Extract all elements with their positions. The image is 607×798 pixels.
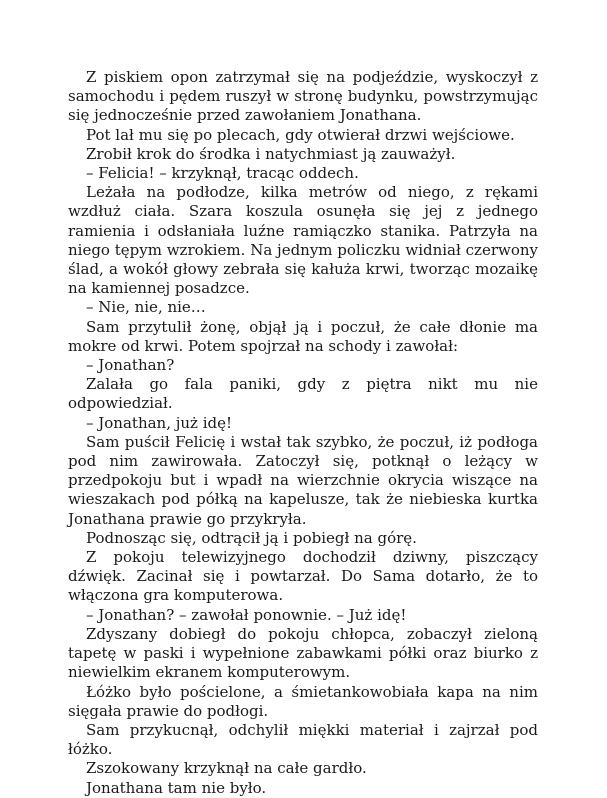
paragraph: Zrobił krok do środka i natychmiast ją zauważył. [86, 144, 456, 163]
paragraph: – Jonathan? [86, 356, 175, 375]
paragraph: Leżała na podłodze, kilka metrów od niego, z rękami wzdłuż ciała. Szara koszula osunęła się jej z jednego ramienia i odsłaniała luźne ramiączko stanika. Patrzyła na niego tępym wzrokiem. Na jednym policzku widniał czerwony ślad, a wokół głowy zebrała się kałuża krwi, tworząc mozaikę na kamiennej posadzce. [68, 183, 538, 298]
paragraph: Sam przytulił żonę, objął ją i poczuł, że całe dłonie ma mokre od krwi. Potem spojrzał na schody i zawołał: [68, 317, 538, 355]
paragraph: Pot lał mu się po plecach, gdy otwierał drzwi wejściowe. [86, 125, 515, 144]
paragraph: Z pokoju telewizyjnego dochodził dziwny, piszczący dźwięk. Zacinał się i powtarzał. Do Sama dotarło, że to włączona gra komputerowa. [68, 548, 538, 605]
paragraph: Zszokowany krzyknął na całe gardło. [86, 759, 367, 778]
paragraph: Z piskiem opon zatrzymał się na podjeździe, wyskoczył z samochodu i pędem ruszył w stronę budynku, powstrzymując się jednocześnie przed zawołaniem Jonathana. [68, 68, 538, 125]
paragraph: Sam puścił Felicię i wstał tak szybko, że poczuł, iż podłoga pod nim zawirowała. Zatoczył się, potknął o leżący w przedpokoju but i wpadł na wierzchnie okrycia wiszące na wieszakach pod półką na kapelusze, tak że niebieska kurtka Jonathana prawie go przykryła. [68, 432, 538, 528]
paragraph: Zalała go fala paniki, gdy z piętra nikt mu nie odpowiedział. [68, 375, 538, 413]
paragraph: – Felicia! – krzyknął, tracąc oddech. [86, 164, 359, 183]
paragraph: – Nie, nie, nie… [86, 298, 206, 317]
paragraph: Zdyszany dobiegł do pokoju chłopca, zobaczył zieloną tapetę w paski i wypełnione zabawkami półki oraz biurko z niewielkim ekranem komputerowym. [68, 624, 538, 682]
paragraph: Jonathana tam nie było. [86, 778, 267, 797]
paragraph: Sam przykucnął, odchylił miękki materiał i zajrzał pod łóżko. [68, 720, 538, 759]
book-page-text [68, 68, 538, 798]
paragraph: Podnosząc się, odtrącił ją i pobiegł na górę. [86, 528, 417, 547]
paragraph: – Jonathan, już idę! [86, 413, 233, 432]
paragraph: Łóżko było pościelone, a śmietankowobiała kapa na nim sięgała prawie do podłogi. [68, 682, 538, 720]
paragraph: – Jonathan? – zawołał ponownie. – Już idę! [86, 605, 407, 624]
